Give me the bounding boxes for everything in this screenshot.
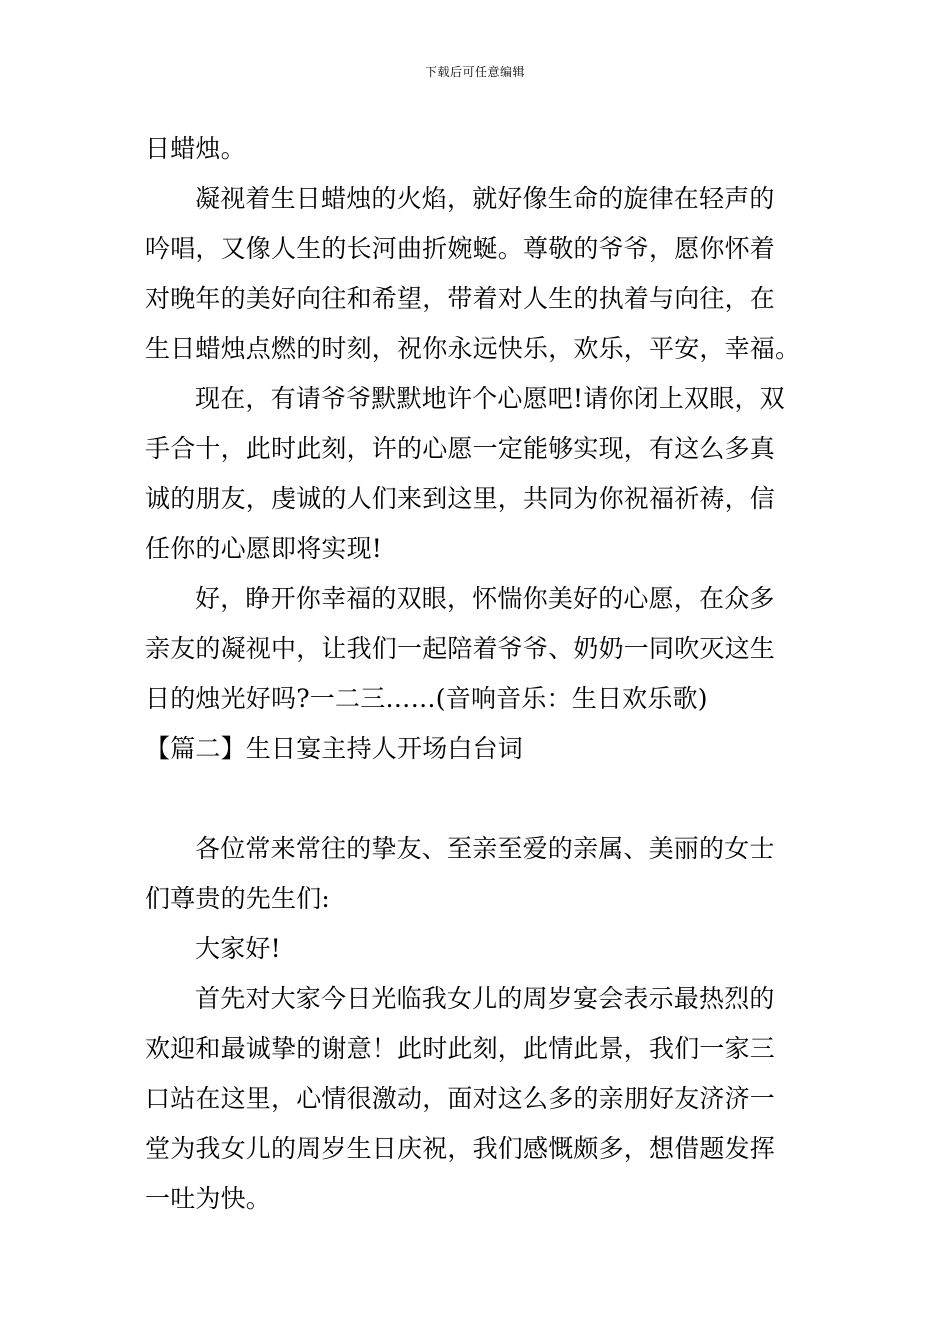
- paragraph-first-line: 首先对大家今日光临我女儿的周岁宴会表示最热烈的: [195, 984, 775, 1013]
- text-line: 们尊贵的先生们:: [145, 884, 331, 913]
- text-line: 日的烛光好吗?一二三……(音响音乐：生日欢乐歌): [145, 684, 708, 713]
- paragraph-first-line: 各位常来常往的挚友、至亲至爱的亲属、美丽的女士: [195, 834, 775, 863]
- text-line: 诚的朋友，虔诚的人们来到这里，共同为你祝福祈祷，信: [145, 484, 776, 513]
- document-body: [145, 124, 807, 1224]
- text-line: 吟唱，又像人生的长河曲折婉蜒。尊敬的爷爷，愿你怀着: [145, 234, 776, 263]
- text-line: 堂为我女儿的周岁生日庆祝，我们感慨颇多，想借题发挥: [145, 1134, 776, 1163]
- text-line: 一吐为快。: [145, 1184, 272, 1213]
- text-line: 口站在这里，心情很激动，面对这么多的亲朋好友济济一: [145, 1084, 776, 1113]
- paragraph-first-line: 凝视着生日蜡烛的火焰，就好像生命的旋律在轻声的: [195, 184, 775, 213]
- text-line: 欢迎和最诚挚的谢意！此时此刻，此情此景，我们一家三: [145, 1034, 776, 1063]
- text-line: 任你的心愿即将实现!: [145, 534, 383, 563]
- paragraph-first-line: 好，睁开你幸福的双眼，怀惴你美好的心愿，在众多: [195, 584, 775, 613]
- greeting-line: 大家好!: [195, 934, 281, 963]
- paragraph-first-line: 现在，有请爷爷默默地许个心愿吧!请你闭上双眼，双: [195, 384, 785, 413]
- section-heading: 【篇二】生日宴主持人开场白台词: [145, 734, 524, 763]
- text-line: 生日蜡烛点燃的时刻，祝你永远快乐，欢乐，平安，幸福。: [145, 334, 801, 363]
- text-line: 亲友的凝视中，让我们一起陪着爷爷、奶奶一同吹灭这生: [145, 634, 776, 663]
- blank-line: [145, 774, 807, 824]
- text-line: 日蜡烛。: [145, 134, 246, 163]
- page-header: 下载后可任意编辑: [424, 65, 525, 79]
- text-line: 对晚年的美好向往和希望，带着对人生的执着与向往，在: [145, 284, 776, 313]
- text-line: 手合十，此时此刻，许的心愿一定能够实现，有这么多真: [145, 434, 776, 463]
